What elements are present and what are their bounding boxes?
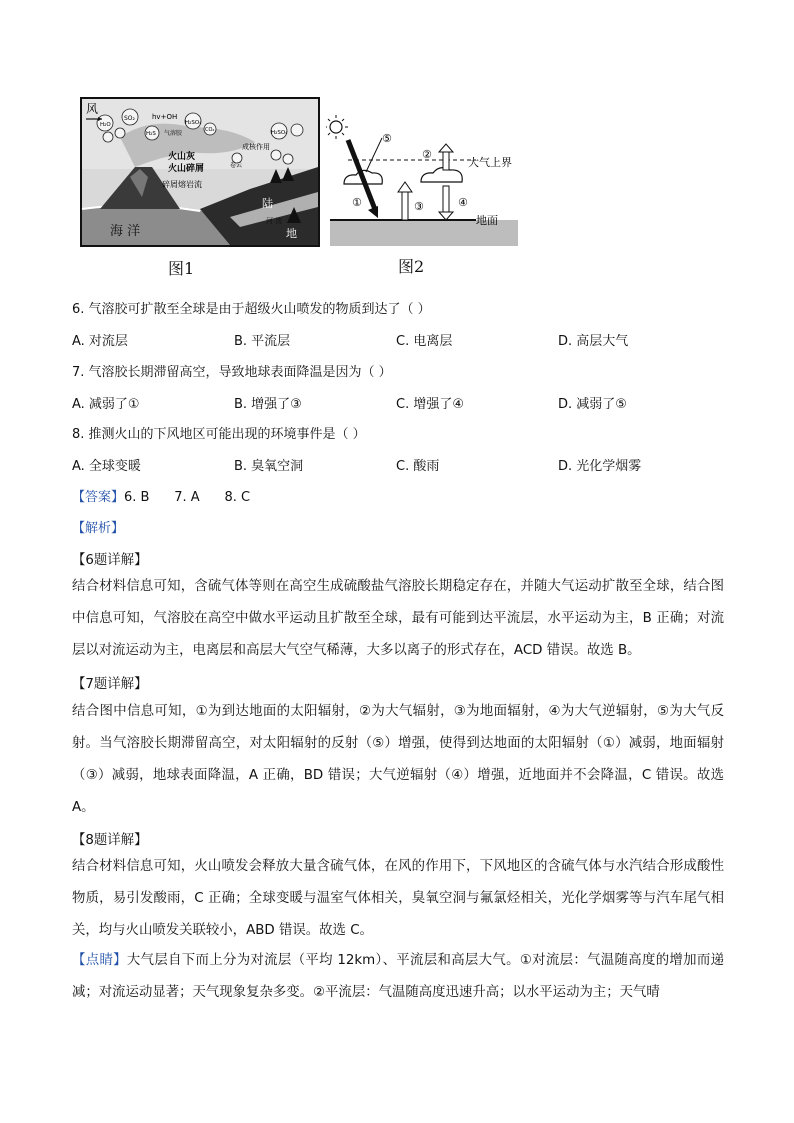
detail-6-text: 结合材料信息可知，含硫气体等则在高空生成硫酸盐气溶胶长期稳定存在，并随大气运动扩散至全球，结合图中信息可知，气溶胶在高空中做水平运动且扩散至全球，最有可能到达平流层，水平运动为主，B 正确；对流层以对流运动为主，电离层和高层大气空气稀薄，大多以离子的形式存在，ACD 错误。故选 B。: [72, 579, 724, 658]
fig1-wind-label: 风: [86, 102, 99, 116]
fig1-river-label: 河 流: [266, 217, 283, 225]
answer-values: 6. B 7. A 8. C: [124, 490, 251, 505]
answer-label: 【答案】: [72, 490, 125, 505]
question-6-stem: 6. 气溶胶可扩散至全球是由于超级火山喷发的物质到达了（ ）: [72, 302, 431, 317]
fig2-label-5: ⑤: [382, 132, 392, 145]
fig1-debris-label: 火山碎屑: [168, 164, 205, 174]
detail-7-text: 结合图中信息可知，①为到达地面的太阳辐射，②为大气辐射，③为地面辐射，④为大气逆辐射，⑤为大气反射。当气溶胶长期滞留高空，对太阳辐射的反射（⑤）增强，使得到达地面的太阳辐射（①）减弱，地面辐射（③）减弱，地球表面降温，A 正确，BD 错误；大气逆辐射（④）增强，近地面并不会降温，C 错误。故选 A。: [72, 704, 724, 815]
question-8-option-d: D. 光化学烟雾: [558, 459, 642, 474]
question-7-option-a: A. 减弱了①: [72, 397, 140, 412]
tip-paragraph: [72, 945, 724, 1009]
question-7-stem: 7. 气溶胶长期滞留高空，导致地球表面降温是因为（ ）: [72, 365, 392, 380]
figure-1-caption: 图1: [168, 259, 195, 278]
detail-8-text: 结合材料信息可知，火山喷发会释放大量含硫气体，在风的作用下，下风地区的含硫气体与水汽结合形成酸性物质，易引发酸雨，C 正确；全球变暖与温室气体相关，臭氧空洞与氟氯烃相关，光化学烟雾等与汽车尾气相关，均与火山喷发关联较小，ABD 错误。故选 C。: [72, 859, 724, 938]
question-8-stem: 8. 推测火山的下风地区可能出现的环境事件是（ ）: [72, 427, 366, 442]
question-7-option-c: C. 增强了④: [396, 397, 464, 412]
fig1-land2-label: 地: [286, 227, 297, 240]
question-6-option-d: D. 高层大气: [558, 334, 629, 349]
fig2-label-1: ①: [352, 196, 362, 209]
question-8-option-b: B. 臭氧空洞: [234, 459, 304, 474]
tip-label: 【点睛】: [72, 953, 127, 968]
fig1-land-label: 陆: [262, 197, 273, 210]
detail-8-title: 【8题详解】: [72, 833, 148, 848]
fig1-ocean-label: 海 洋: [110, 224, 141, 239]
fig1-so2-label: SO₂: [124, 115, 135, 122]
sun-icon: [330, 121, 342, 133]
fig2-top-label: 大气上界: [468, 156, 512, 169]
fig1-cloud-nuc-label: 成核作用: [242, 143, 270, 151]
fig1-ash-label: 火山灰: [168, 152, 196, 162]
fig1-flow-label: 碎屑熔岩流: [162, 180, 202, 189]
detail-6-title: 【6题详解】: [72, 553, 148, 568]
fig2-label-4: ④: [458, 196, 468, 209]
figure-1-volcano-diagram: [80, 97, 320, 247]
question-8-option-a: A. 全球变暖: [72, 459, 141, 474]
fig1-h2so4-label-b: H₂SO₄: [271, 130, 288, 136]
analysis-label: 【解析】: [72, 521, 125, 536]
question-7-option-d: D. 减弱了⑤: [558, 397, 627, 412]
figure-2-radiation-diagram: [326, 112, 518, 247]
fig1-aerosol-label: 气溶胶: [164, 130, 183, 137]
question-6-option-b: B. 平流层: [234, 334, 291, 349]
fig1-hv-label: hv+OH: [152, 113, 178, 121]
figure-2-caption: 图2: [398, 257, 425, 276]
question-6-option-a: A. 对流层: [72, 334, 128, 349]
answer-line: [72, 486, 250, 505]
question-6-option-c: C. 电离层: [396, 334, 453, 349]
fig1-h2so4-label-a: H₂SO₄: [185, 120, 202, 126]
question-7-option-b: B. 增强了③: [234, 397, 302, 412]
tip-text: 大气层自下而上分为对流层（平均 12km）、平流层和高层大气。①对流层：气温随高度的增加而递减；对流运动显著；天气现象复杂多变。②平流层：气温随高度迅速升高；以水平运动为主；天气晴: [72, 953, 724, 1000]
fig2-ground-label: 地面: [476, 214, 498, 227]
fig1-cirrus-label: 卷云: [230, 162, 243, 169]
fig2-label-2: ②: [422, 148, 432, 161]
fig1-h2o-label: H₂O: [100, 122, 111, 128]
question-8-option-c: C. 酸雨: [396, 459, 440, 474]
fig1-co2-label: CO₂: [205, 127, 215, 133]
detail-7-title: 【7题详解】: [72, 677, 148, 692]
fig1-h2s-label: H₂S: [146, 131, 156, 137]
fig2-label-3: ③: [414, 200, 424, 213]
